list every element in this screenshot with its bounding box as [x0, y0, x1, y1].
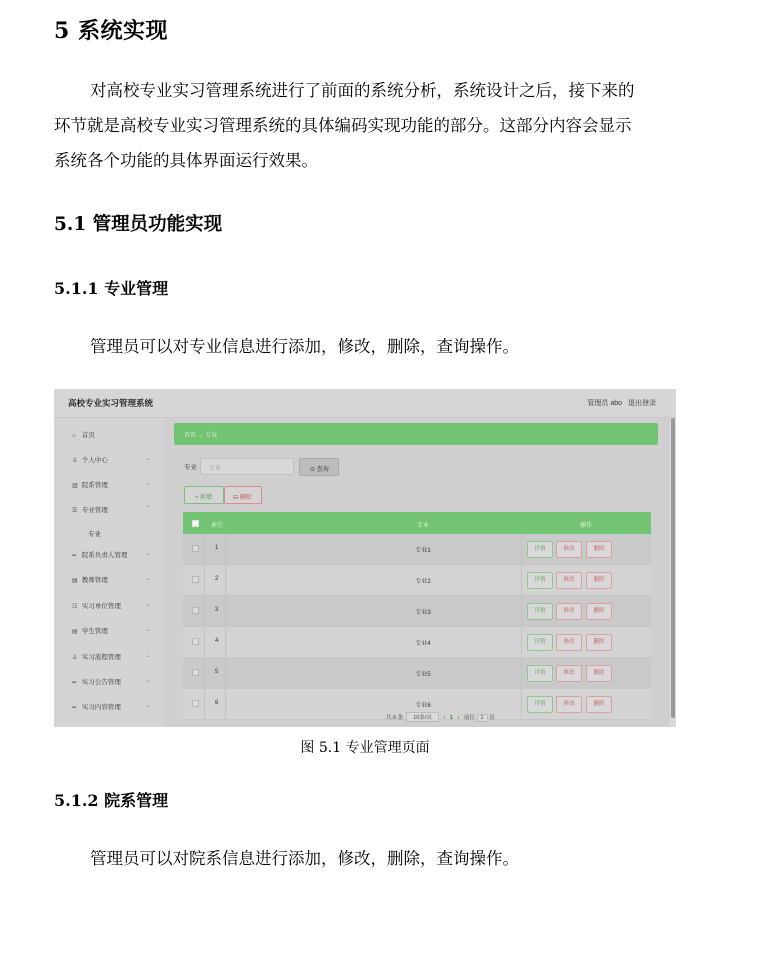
- sidebar: [54, 418, 162, 727]
- table-row: [183, 534, 651, 565]
- pagination-total: 共 6 条: [386, 715, 404, 721]
- sidebar-item-companies[interactable]: [72, 601, 158, 611]
- sidebar-item-home[interactable]: [72, 430, 158, 440]
- goto-suffix: 页: [489, 715, 495, 721]
- table-row: [183, 627, 651, 658]
- batch-delete-button[interactable]: [224, 486, 262, 504]
- subsection-text-1: 管理员可以对专业信息进行添加，修改，删除，查询操作。: [90, 337, 519, 356]
- chevron-down-icon: ⌄: [144, 456, 150, 462]
- chevron-down-icon: ⌄: [144, 576, 150, 582]
- row-major-name: 专业6: [415, 703, 431, 709]
- row-major-name: 专业1: [415, 548, 431, 554]
- row-major-name: 专业3: [415, 610, 431, 616]
- edit-button[interactable]: 修改: [556, 603, 582, 620]
- delete-button[interactable]: 删除: [586, 603, 612, 620]
- building-icon: ☷: [72, 604, 78, 610]
- row-checkbox[interactable]: [192, 700, 199, 707]
- delete-button[interactable]: 删除: [586, 696, 612, 713]
- chevron-down-icon: ⌄: [144, 627, 150, 633]
- chevron-down-icon: ⌄: [144, 551, 150, 557]
- detail-button[interactable]: 详情: [527, 665, 553, 682]
- chevron-down-icon: ⌄: [144, 653, 150, 659]
- row-major-name: 专业2: [415, 579, 431, 585]
- row-major-name: 专业4: [415, 641, 431, 647]
- detail-button[interactable]: 详情: [527, 572, 553, 589]
- sidebar-item-label: 学生管理: [81, 628, 108, 635]
- sidebar-item-process[interactable]: [72, 652, 158, 662]
- breadcrumb: [174, 423, 658, 445]
- prev-page-button[interactable]: ‹: [443, 715, 446, 721]
- current-page[interactable]: 1: [449, 715, 453, 721]
- intro-paragraph: [54, 73, 694, 178]
- detail-button[interactable]: 详情: [527, 603, 553, 620]
- intro-line-3: 系统各个功能的具体界面运行效果。: [54, 151, 318, 170]
- logout-link[interactable]: 退出登录: [628, 400, 656, 407]
- sidebar-item-label: 个人中心: [81, 457, 108, 464]
- query-button-label: ⊙ 查询: [310, 467, 329, 473]
- row-checkbox[interactable]: [192, 669, 199, 676]
- breadcrumb-text: 首页 → 专业: [184, 433, 218, 439]
- sidebar-item-label: 实习单位管理: [81, 603, 121, 610]
- query-button[interactable]: [299, 458, 339, 476]
- edit-button[interactable]: 修改: [556, 665, 582, 682]
- column-header-index: 索引: [211, 523, 224, 529]
- table-row: [183, 565, 651, 596]
- detail-button[interactable]: 详情: [527, 634, 553, 651]
- chevron-down-icon: ⌄: [144, 703, 150, 709]
- majors-table: [183, 512, 651, 720]
- add-button-label: + 新增: [195, 495, 213, 501]
- figure-screenshot: [54, 389, 676, 727]
- sidebar-item-dept-heads[interactable]: [72, 550, 158, 560]
- sidebar-item-label: 教师管理: [81, 577, 108, 584]
- grid-icon: ▪▪: [72, 553, 77, 559]
- list-icon: ☰: [72, 508, 78, 514]
- table-row: [183, 658, 651, 689]
- edit-button[interactable]: 修改: [556, 696, 582, 713]
- home-icon: ⌂: [72, 433, 76, 439]
- row-checkbox[interactable]: [192, 545, 199, 552]
- table-header: [183, 512, 651, 534]
- delete-button[interactable]: 删除: [586, 572, 612, 589]
- grid-icon: ▪▪: [72, 680, 77, 686]
- pagination: [386, 712, 495, 722]
- sidebar-subitem-major[interactable]: 专业: [88, 531, 101, 538]
- chevron-up-icon: ⌃: [144, 506, 150, 512]
- sidebar-item-label: 专业管理: [81, 507, 108, 514]
- search-placeholder: 专业: [209, 466, 222, 472]
- chapter-heading: 5 系统实现: [54, 18, 168, 44]
- app-title: 高校专业实习管理系统: [68, 398, 154, 408]
- scrollbar-thumb[interactable]: [671, 418, 675, 718]
- subsection-heading-1: 5.1.1 专业管理: [54, 279, 169, 298]
- sidebar-item-teachers[interactable]: [72, 575, 158, 585]
- detail-button[interactable]: 详情: [527, 541, 553, 558]
- user-info: 管理员 abo: [587, 400, 622, 407]
- delete-button[interactable]: 删除: [586, 665, 612, 682]
- table-row: [183, 596, 651, 627]
- intro-line-2: 环节就是高校专业实习管理系统的具体编码实现功能的部分。这部分内容会显示: [54, 116, 632, 135]
- figure-caption: 图 5.1 专业管理页面: [300, 740, 430, 756]
- sidebar-item-students[interactable]: [72, 626, 158, 636]
- delete-button[interactable]: 删除: [586, 634, 612, 651]
- table-icon: ▤: [72, 629, 78, 635]
- page-size-select[interactable]: 10条/页: [406, 712, 439, 722]
- sidebar-item-departments[interactable]: [72, 480, 158, 490]
- batch-delete-button-label: ⊟ 删除: [233, 495, 252, 501]
- sidebar-item-notices[interactable]: [72, 677, 158, 687]
- row-checkbox[interactable]: [192, 576, 199, 583]
- scrollbar[interactable]: [670, 418, 676, 727]
- main-panel: [166, 418, 670, 727]
- filter-label: 专业: [184, 464, 197, 471]
- chart-icon: ▥: [72, 483, 78, 489]
- search-input[interactable]: [200, 458, 294, 475]
- next-page-button[interactable]: ›: [457, 715, 460, 721]
- section-heading: 5.1 管理员功能实现: [54, 214, 223, 235]
- row-index: 2: [215, 576, 219, 582]
- subsection-heading-2: 5.1.2 院系管理: [54, 791, 169, 810]
- app-topbar: [54, 389, 676, 418]
- user-icon: ♙: [72, 458, 78, 464]
- edit-button[interactable]: 修改: [556, 572, 582, 589]
- sidebar-item-personal-center[interactable]: [72, 455, 158, 465]
- subsection-text-2: 管理员可以对院系信息进行添加，修改，删除，查询操作。: [90, 849, 519, 868]
- sidebar-item-label: 实习流程管理: [81, 654, 121, 661]
- sidebar-item-label: 院系管理: [81, 482, 108, 489]
- row-checkbox[interactable]: [192, 638, 199, 645]
- edit-button[interactable]: 修改: [556, 634, 582, 651]
- column-header-actions: 操作: [579, 523, 592, 529]
- chevron-down-icon: ⌄: [144, 678, 150, 684]
- sidebar-item-content[interactable]: [72, 702, 158, 712]
- user-icon: ♙: [72, 655, 78, 661]
- sidebar-item-label: 院系负责人管理: [81, 552, 128, 559]
- table-icon: ▤: [72, 578, 78, 584]
- goto-prefix: 前往: [463, 715, 475, 721]
- edit-button[interactable]: 修改: [556, 541, 582, 558]
- sidebar-item-label: 实习公告管理: [81, 679, 121, 686]
- chevron-down-icon: ⌄: [144, 481, 150, 487]
- grid-icon: ▪▪: [72, 705, 77, 711]
- sidebar-item-label: 实习内容管理: [81, 704, 121, 711]
- row-checkbox[interactable]: [192, 607, 199, 614]
- chevron-down-icon: ⌄: [144, 602, 150, 608]
- row-major-name: 专业5: [415, 672, 431, 678]
- sidebar-item-majors[interactable]: [72, 505, 158, 515]
- goto-page-input[interactable]: 1: [477, 714, 488, 722]
- column-header-major: 专业: [416, 523, 429, 529]
- intro-line-1: 对高校专业实习管理系统进行了前面的系统分析，系统设计之后，接下来的: [90, 81, 635, 100]
- delete-button[interactable]: 删除: [586, 541, 612, 558]
- row-index: 1: [215, 545, 219, 551]
- select-all-checkbox[interactable]: [192, 520, 199, 527]
- row-index: 3: [215, 607, 219, 613]
- row-index: 4: [215, 638, 219, 644]
- add-button[interactable]: [184, 486, 224, 504]
- row-index: 6: [215, 700, 219, 706]
- detail-button[interactable]: 详情: [527, 696, 553, 713]
- sidebar-item-label: 首页: [81, 432, 95, 439]
- row-index: 5: [215, 669, 219, 675]
